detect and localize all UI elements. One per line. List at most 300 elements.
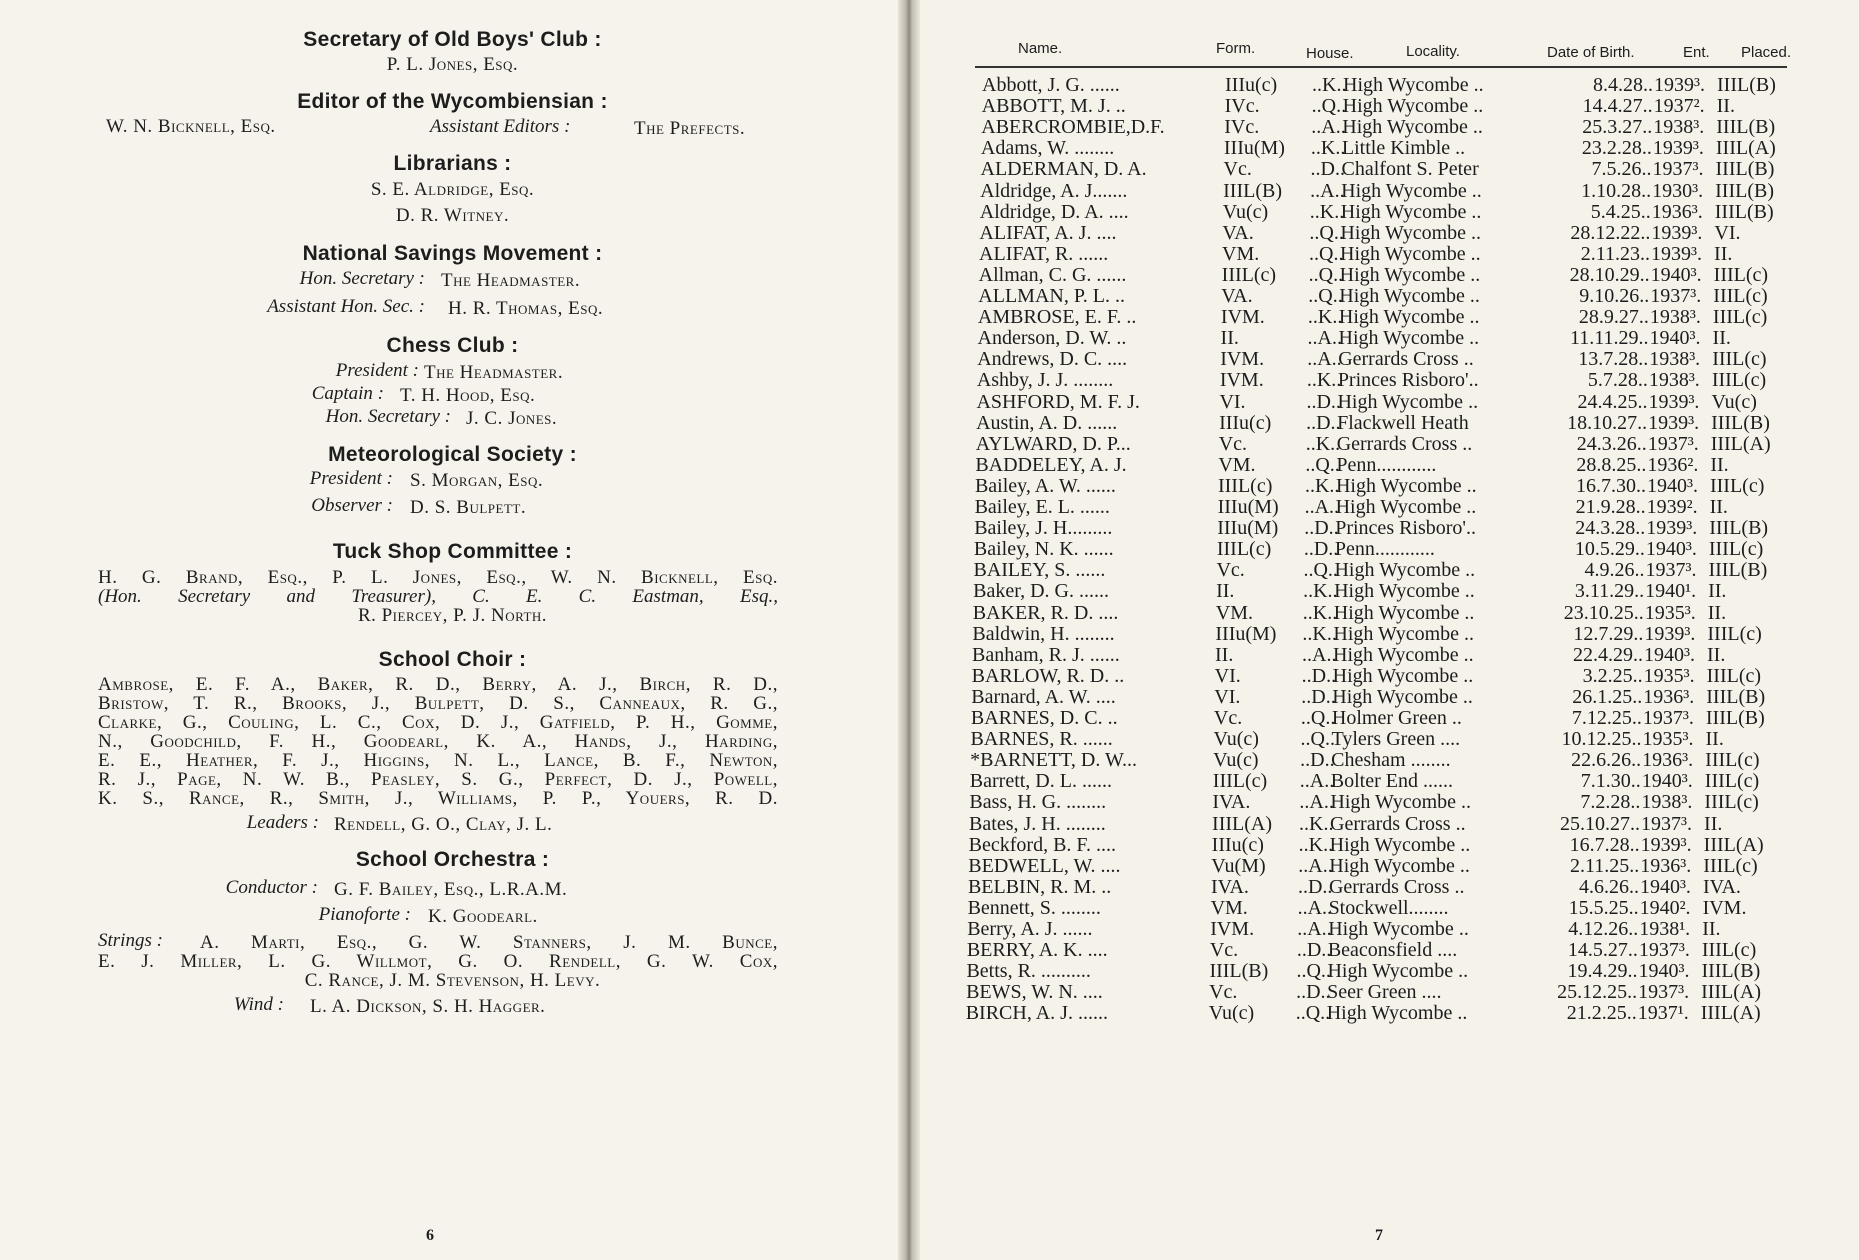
placed-cell: IIIL(B): [1709, 517, 1769, 540]
placed-cell: IIIL(B): [1706, 685, 1766, 708]
chess-president-value: The Headmaster.: [424, 362, 564, 383]
dob-cell: 18.10.27..: [1567, 411, 1648, 434]
locality-cell: High Wycombe ..: [1329, 833, 1471, 856]
house-cell: ..A..: [1307, 348, 1342, 371]
placed-cell: IIIL(B): [1715, 158, 1775, 181]
ent-cell: 1940³.: [1641, 770, 1693, 793]
house-cell: ..A..: [1297, 918, 1332, 940]
house-cell: ..D..: [1306, 411, 1341, 434]
house-cell: ..A..: [1311, 116, 1346, 139]
name-cell: AYLWARD, D. P...: [975, 432, 1131, 455]
dob-cell: 2.11.23..: [1580, 242, 1651, 265]
house-cell: ..Q..: [1295, 1002, 1331, 1025]
house-cell: ..A..: [1297, 896, 1333, 919]
ent-cell: 1939³.: [1646, 517, 1698, 540]
form-cell: Vc.: [1209, 981, 1238, 1004]
col-name: Name.: [1018, 40, 1063, 57]
choir-line-3: Clarke, G., Couling, L. C., Cox, D. J., Gatfield, P. H., Gomme,: [98, 712, 778, 733]
name-cell: BERRY, A. K. ....: [966, 939, 1108, 962]
placed-cell: IIIL(c): [1709, 474, 1765, 497]
placed-cell: IIIL(c): [1703, 854, 1758, 877]
form-cell: VA.: [1221, 285, 1253, 307]
ent-cell: 1936³.: [1651, 200, 1703, 223]
placed-cell: II.: [1702, 918, 1721, 940]
dob-cell: 28.9.27..: [1578, 306, 1649, 329]
placed-cell: IIIL(B): [1708, 559, 1768, 582]
house-cell: ..Q..: [1305, 453, 1340, 476]
locality-cell: High Wycombe ..: [1338, 306, 1480, 329]
placed-cell: IIIL(c): [1711, 369, 1767, 392]
house-cell: ..D..: [1297, 875, 1333, 898]
locality-cell: High Wycombe ..: [1339, 285, 1480, 307]
ent-cell: 1937³.: [1641, 812, 1693, 835]
form-cell: IIIL(c): [1221, 263, 1277, 286]
form-cell: II.: [1215, 643, 1234, 666]
locality-cell: High Wycombe ..: [1335, 474, 1477, 497]
dob-cell: 5.7.28..: [1587, 369, 1648, 392]
librarian-1: S. E. Aldridge, Esq.: [370, 179, 535, 200]
ns-assistant-value: H. R. Thomas, Esq.: [448, 298, 604, 319]
locality-cell: High Wycombe ..: [1340, 221, 1482, 244]
locality-cell: High Wycombe ..: [1340, 242, 1481, 265]
form-cell: Vc.: [1209, 939, 1239, 962]
form-cell: VM.: [1218, 453, 1256, 476]
ent-cell: 1936³.: [1642, 749, 1694, 772]
name-cell: Berry, A. J. ......: [967, 918, 1093, 940]
dob-cell: 23.10.25..: [1563, 601, 1644, 624]
form-cell: IIIu(c): [1225, 74, 1278, 96]
dob-cell: 7.12.25..: [1571, 707, 1642, 729]
form-cell: IIIu(c): [1219, 411, 1272, 434]
choir-line-6: R. J., Page, N. W. B., Peasley, S. G., Perfect, D. J., Powell,: [98, 769, 778, 790]
conductor-value: G. F. Bailey, Esq., L.R.A.M.: [334, 879, 568, 900]
met-president-value: S. Morgan, Esq.: [410, 470, 544, 491]
name-cell: Bailey, E. L. ......: [974, 496, 1110, 518]
form-cell: IVM.: [1219, 369, 1264, 392]
placed-cell: II.: [1705, 728, 1724, 751]
dob-cell: 2.11.25..: [1570, 854, 1640, 877]
ent-cell: 1938³.: [1649, 306, 1701, 329]
dob-cell: 5.4.25..: [1590, 200, 1651, 223]
form-cell: IIIL(B): [1223, 179, 1282, 202]
name-cell: Barnard, A. W. ....: [971, 685, 1116, 708]
dob-cell: 14.4.27..: [1582, 95, 1653, 118]
dob-cell: 13.7.28..: [1578, 348, 1649, 371]
name-cell: ABBOTT, M. J. ..: [981, 95, 1126, 118]
dob-cell: 12.7.29..: [1573, 622, 1644, 645]
form-cell: IVM.: [1220, 348, 1265, 371]
chess-president-label: President :: [335, 360, 419, 381]
ent-cell: 1939³.: [1648, 390, 1700, 413]
house-cell: ..K..: [1302, 601, 1338, 624]
locality-cell: High Wycombe ..: [1335, 496, 1477, 518]
name-cell: BARNES, D. C. ..: [970, 707, 1118, 729]
placed-cell: II.: [1707, 643, 1726, 666]
house-cell: ..K..: [1309, 200, 1345, 223]
house-cell: ..A..: [1304, 496, 1340, 518]
choir-line-1: Ambrose, E. F. A., Baker, R. D., Berry, A. J., Birch, R. D.,: [98, 674, 778, 695]
placed-cell: IIIL(B): [1714, 200, 1774, 223]
placed-cell: IIIL(A): [1703, 833, 1764, 856]
ent-cell: 1937³.: [1638, 939, 1690, 962]
dob-cell: 26.1.25..: [1572, 685, 1643, 708]
house-cell: ..K..: [1307, 306, 1343, 329]
name-cell: Beckford, B. F. ....: [968, 833, 1116, 856]
form-cell: IVc.: [1224, 95, 1260, 118]
strings-line-1: A. Marti, Esq., G. W. Stanners, J. M. Bunce,: [200, 932, 778, 953]
locality-cell: High Wycombe ..: [1333, 622, 1474, 645]
heading-old-boys: Secretary of Old Boys' Club :: [303, 28, 602, 51]
locality-cell: High Wycombe ..: [1343, 74, 1484, 96]
col-dob: Date of Birth.: [1547, 44, 1635, 61]
assistant-editors-value: The Prefects.: [634, 118, 746, 139]
ent-cell: 1936².: [1647, 453, 1699, 476]
ent-cell: 1940³.: [1649, 327, 1701, 350]
name-cell: BADDELEY, A. J.: [975, 453, 1127, 476]
ent-cell: 1939³.: [1652, 137, 1704, 160]
form-cell: IIIu(M): [1217, 517, 1279, 540]
house-cell: ..D..: [1310, 158, 1345, 181]
form-cell: IIIu(M): [1217, 496, 1279, 518]
locality-cell: Penn............: [1334, 538, 1435, 561]
house-cell: ..K..: [1310, 137, 1346, 160]
name-cell: Aldridge, D. A. ....: [979, 200, 1129, 223]
name-cell: Ashby, J. J. ........: [976, 369, 1114, 392]
form-cell: Vu(c): [1222, 200, 1269, 223]
dob-cell: 8.4.28..: [1593, 74, 1653, 96]
locality-cell: High Wycombe ..: [1342, 95, 1484, 118]
locality-cell: Gerrards Cross ..: [1338, 348, 1474, 371]
name-cell: Bates, J. H. ........: [969, 812, 1106, 835]
house-cell: ..K..: [1312, 74, 1347, 96]
placed-cell: II.: [1712, 327, 1731, 350]
met-observer-value: D. S. Bulpett.: [410, 497, 527, 518]
ent-cell: 1939³.: [1644, 622, 1696, 645]
house-cell: ..D..: [1303, 538, 1339, 561]
dob-cell: 4.6.26..: [1578, 875, 1639, 898]
placed-cell: VI.: [1714, 221, 1741, 244]
pianoforte-label: Pianoforte :: [318, 904, 411, 925]
form-cell: IVA.: [1210, 875, 1249, 898]
form-cell: VM.: [1215, 601, 1253, 624]
house-cell: ..Q..: [1309, 221, 1344, 244]
ent-cell: 1937³.: [1647, 432, 1699, 455]
name-cell: BELBIN, R. M. ..: [967, 875, 1112, 898]
ent-cell: 1940³.: [1639, 875, 1691, 898]
name-cell: BAILEY, S. ......: [973, 559, 1106, 582]
form-cell: II.: [1216, 580, 1235, 603]
house-cell: ..D..: [1301, 664, 1337, 687]
ent-cell: 1939³.: [1654, 74, 1705, 96]
placed-cell: IIIL(A): [1701, 981, 1762, 1004]
locality-cell: Penn............: [1336, 453, 1437, 476]
house-cell: ..D..: [1300, 749, 1335, 772]
form-cell: IIIL(B): [1209, 960, 1269, 983]
house-cell: ..A..: [1299, 770, 1335, 793]
ent-cell: 1938³.: [1641, 791, 1693, 814]
locality-cell: Princes Risboro'..: [1337, 369, 1479, 392]
ent-cell: 1939³.: [1651, 242, 1703, 265]
dob-cell: 7.1.30..: [1580, 770, 1641, 793]
house-cell: ..K..: [1305, 432, 1341, 455]
house-cell: ..K..: [1303, 580, 1338, 603]
placed-cell: IIIL(c): [1712, 306, 1768, 329]
assistant-editors-label: Assistant Editors :: [430, 116, 571, 137]
form-cell: IIIL(c): [1212, 770, 1268, 793]
locality-cell: High Wycombe ..: [1339, 263, 1481, 286]
ent-cell: 1937³.: [1652, 158, 1704, 181]
house-cell: ..D..: [1296, 939, 1332, 962]
conductor-label: Conductor :: [225, 877, 318, 898]
ent-cell: 1935³.: [1642, 728, 1694, 751]
dob-cell: 21.9.28..: [1575, 496, 1646, 518]
name-cell: ASHFORD, M. F. J.: [976, 390, 1140, 413]
form-cell: VI.: [1214, 664, 1241, 687]
house-cell: ..K..: [1298, 833, 1334, 856]
locality-cell: High Wycombe ..: [1330, 791, 1472, 814]
house-cell: ..A..: [1310, 179, 1345, 202]
dob-cell: 22.4.29..: [1573, 643, 1643, 666]
house-cell: ..Q..: [1309, 242, 1344, 265]
name-cell: BIRCH, A. J. ......: [965, 1002, 1108, 1025]
name-cell: BARLOW, R. D. ..: [971, 664, 1125, 687]
ent-cell: 1937².: [1653, 95, 1705, 118]
form-cell: IIIL(c): [1217, 474, 1273, 497]
placed-cell: IVA.: [1702, 875, 1741, 898]
house-cell: ..K..: [1306, 369, 1342, 392]
chess-secretary-label: Hon. Secretary :: [325, 406, 451, 427]
placed-cell: IIIL(B): [1705, 707, 1765, 729]
old-boys-secretary: P. L. Jones, Esq.: [386, 54, 519, 75]
house-cell: ..Q..: [1300, 707, 1336, 729]
form-cell: IIIL(c): [1216, 538, 1272, 561]
name-cell: Anderson, D. W. ..: [977, 327, 1127, 350]
dob-cell: 7.5.26..: [1591, 158, 1652, 181]
col-locality: Locality.: [1406, 43, 1460, 60]
placed-cell: II.: [1716, 95, 1735, 118]
dob-cell: 23.2.28..: [1581, 137, 1652, 160]
house-cell: ..D..: [1296, 981, 1331, 1004]
heading-school-choir: School Choir :: [378, 648, 527, 671]
wind-value: L. A. Dickson, S. H. Hagger.: [310, 996, 546, 1017]
form-cell: IIIL(A): [1212, 812, 1273, 835]
name-cell: Banham, R. J. ......: [972, 643, 1120, 666]
placed-cell: IIIL(B): [1717, 74, 1776, 96]
name-cell: BEDWELL, W. ....: [968, 854, 1121, 877]
locality-cell: High Wycombe ..: [1326, 1002, 1468, 1025]
name-cell: Bass, H. G. ........: [969, 791, 1107, 814]
dob-cell: 10.12.25..: [1561, 728, 1642, 751]
house-cell: ..Q..: [1300, 728, 1335, 751]
ns-hon-sec-value: The Headmaster.: [441, 270, 581, 291]
locality-cell: Seer Green ....: [1327, 981, 1442, 1004]
name-cell: BARNES, R. ......: [970, 728, 1113, 751]
locality-cell: High Wycombe ..: [1329, 854, 1470, 877]
page-number-right: 7: [1375, 1227, 1383, 1244]
heading-school-orchestra: School Orchestra :: [355, 848, 550, 871]
heading-tuck-shop: Tuck Shop Committee :: [332, 540, 573, 563]
ent-cell: 1940¹.: [1645, 580, 1697, 603]
ns-assistant-label: Assistant Hon. Sec. :: [267, 296, 425, 317]
name-cell: ABERCROMBIE,D.F.: [981, 116, 1165, 139]
dob-cell: 10.5.29..: [1574, 538, 1645, 561]
dob-cell: 4.12.26..: [1568, 918, 1639, 940]
locality-cell: High Wycombe ..: [1334, 559, 1476, 582]
dob-cell: 21.2.25..: [1566, 1002, 1637, 1025]
placed-cell: IIIL(c): [1704, 791, 1759, 814]
name-cell: *BARNETT, D. W...: [970, 749, 1138, 772]
dob-cell: 28.12.22..: [1570, 221, 1651, 244]
form-cell: Vu(M): [1211, 854, 1266, 877]
placed-cell: II.: [1704, 812, 1723, 835]
locality-cell: High Wycombe ..: [1332, 664, 1474, 687]
name-cell: Adams, W. ........: [980, 137, 1115, 160]
form-cell: Vc.: [1216, 559, 1245, 582]
dob-cell: 22.6.26..: [1571, 749, 1642, 772]
house-cell: ..Q..: [1303, 559, 1338, 582]
tuck-shop-line-1: H. G. Brand, Esq., P. L. Jones, Esq., W. N. Bicknell, Esq.: [98, 567, 778, 588]
ent-cell: 1940³.: [1646, 474, 1698, 497]
ent-cell: 1936³.: [1643, 685, 1695, 708]
placed-cell: IIIL(c): [1705, 749, 1760, 772]
ent-cell: 1940³.: [1638, 960, 1690, 983]
form-cell: Vu(c): [1208, 1002, 1255, 1025]
form-cell: Vc.: [1218, 432, 1248, 455]
ent-cell: 1937³.: [1638, 981, 1690, 1004]
locality-cell: High Wycombe ..: [1338, 327, 1480, 350]
placed-cell: IVM.: [1702, 896, 1747, 919]
name-cell: Betts, R. ..........: [966, 960, 1091, 983]
dob-cell: 24.4.25..: [1577, 390, 1648, 413]
choir-leaders-value: Rendell, G. O., Clay, J. L.: [334, 814, 553, 835]
locality-cell: High Wycombe ..: [1333, 601, 1475, 624]
strings-line-2: E. J. Miller, L. G. Willmot, G. O. Rendell, G. W. Cox,: [98, 951, 778, 972]
placed-cell: IIIL(B): [1711, 411, 1770, 434]
name-cell: ALDERMAN, D. A.: [980, 158, 1147, 181]
locality-cell: Flackwell Heath: [1337, 411, 1469, 434]
form-cell: VM.: [1222, 242, 1260, 265]
house-cell: ..Q..: [1296, 960, 1331, 983]
placed-cell: IIIL(B): [1701, 960, 1761, 983]
choir-line-5: E. E., Heather, F. J., Higgins, N. L., Lance, B. F., Newton,: [98, 750, 778, 771]
met-president-label: President :: [309, 468, 393, 489]
choir-line-7: K. S., Rance, R., Smith, J., Williams, P. P., Youers, R. D.: [98, 788, 778, 809]
name-cell: ALIFAT, R. ......: [979, 242, 1109, 265]
dob-cell: 25.3.27..: [1582, 116, 1653, 139]
chess-captain-value: T. H. Hood, Esq.: [400, 385, 536, 406]
name-cell: Aldridge, A. J.......: [980, 179, 1128, 202]
placed-cell: II.: [1709, 496, 1728, 518]
locality-cell: Gerrards Cross ..: [1328, 875, 1465, 898]
name-cell: BAKER, R. D. ....: [972, 601, 1119, 624]
placed-cell: IIIL(c): [1708, 538, 1764, 561]
form-cell: IIIu(M): [1215, 622, 1277, 645]
locality-cell: High Wycombe ..: [1342, 116, 1483, 139]
locality-cell: Stockwell........: [1328, 896, 1449, 919]
dob-cell: 3.11.29..: [1574, 580, 1645, 603]
placed-cell: IIIL(A): [1700, 1002, 1761, 1025]
ent-cell: 1935³.: [1644, 601, 1696, 624]
form-cell: VI.: [1219, 390, 1246, 413]
editor-name: W. N. Bicknell, Esq.: [106, 116, 276, 137]
ent-cell: 1939².: [1646, 496, 1698, 518]
placed-cell: IIIL(c): [1701, 939, 1757, 962]
ent-cell: 1937¹.: [1637, 1002, 1689, 1025]
house-cell: ..K..: [1299, 812, 1334, 835]
wind-label: Wind :: [233, 994, 284, 1015]
choir-line-2: Bristow, T. R., Brooks, J., Bulpett, D. S., Canneaux, R. G.,: [98, 693, 778, 714]
house-cell: ..D..: [1301, 685, 1336, 708]
locality-cell: Chalfont S. Peter: [1341, 158, 1479, 181]
dob-cell: 24.3.28..: [1575, 517, 1646, 540]
heading-meteorological: Meteorological Society :: [328, 443, 577, 466]
house-cell: ..A..: [1298, 854, 1333, 877]
locality-cell: Beaconsfield ....: [1327, 939, 1458, 962]
name-cell: Bennett, S. ........: [967, 896, 1101, 919]
name-cell: Bailey, N. K. ......: [973, 538, 1114, 561]
heading-chess-club: Chess Club :: [386, 334, 519, 357]
name-cell: Bailey, J. H.........: [974, 517, 1113, 540]
placed-cell: IIIL(c): [1712, 348, 1767, 371]
col-placed: Placed.: [1741, 44, 1792, 61]
dob-cell: 11.11.29..: [1570, 327, 1649, 350]
pianoforte-value: K. Goodearl.: [428, 906, 538, 927]
placed-cell: IIIL(c): [1704, 770, 1760, 793]
chess-secretary-value: J. C. Jones.: [466, 408, 558, 429]
placed-cell: II.: [1710, 453, 1729, 476]
choir-leaders-label: Leaders :: [246, 812, 319, 833]
dob-cell: 7.2.28..: [1580, 791, 1641, 814]
dob-cell: 4.9.26..: [1584, 559, 1645, 582]
ent-cell: 1937³.: [1650, 285, 1702, 307]
strings-line-3: C. Rance, J. M. Stevenson, H. Levy.: [304, 970, 601, 991]
locality-cell: High Wycombe ..: [1337, 390, 1479, 413]
locality-cell: Gerrards Cross ..: [1336, 432, 1473, 455]
locality-cell: Bolter End ......: [1330, 770, 1453, 793]
ent-cell: 1939³.: [1640, 833, 1692, 856]
locality-cell: High Wycombe ..: [1341, 179, 1482, 202]
dob-cell: 24.3.26..: [1576, 432, 1647, 455]
dob-cell: 16.7.28..: [1569, 833, 1640, 856]
form-cell: IIIu(M): [1223, 137, 1285, 160]
name-cell: ALIFAT, A. J. ....: [979, 221, 1117, 244]
locality-cell: High Wycombe ..: [1332, 685, 1473, 708]
form-cell: VA.: [1222, 221, 1254, 244]
locality-cell: High Wycombe ..: [1340, 200, 1482, 223]
locality-cell: High Wycombe ..: [1333, 643, 1474, 666]
header-rule: [975, 66, 1787, 68]
name-cell: Allman, C. G. ......: [978, 263, 1127, 286]
ent-cell: 1938¹.: [1639, 918, 1691, 940]
tuck-shop-line-2: (Hon. Secretary and Treasurer), C. E. C. Eastman, Esq.,: [98, 586, 778, 607]
page-number-left: 6: [426, 1227, 434, 1244]
name-cell: ALLMAN, P. L. ..: [978, 285, 1125, 307]
placed-cell: II.: [1708, 580, 1727, 603]
house-cell: ..D..: [1304, 517, 1339, 540]
placed-cell: IIIL(A): [1715, 137, 1776, 160]
dob-cell: 15.5.25..: [1568, 896, 1639, 919]
placed-cell: Vu(c): [1711, 390, 1757, 413]
name-cell: Bailey, A. W. ......: [974, 474, 1116, 497]
dob-cell: 3.2.25..: [1582, 664, 1643, 687]
locality-cell: Little Kimble ..: [1341, 137, 1466, 160]
house-cell: ..K..: [1304, 474, 1340, 497]
dob-cell: 14.5.27..: [1567, 939, 1638, 962]
form-cell: II.: [1220, 327, 1239, 350]
name-cell: Baker, D. G. ......: [973, 580, 1109, 603]
name-cell: Barrett, D. L. ......: [969, 770, 1112, 793]
house-cell: ..K..: [1302, 622, 1337, 645]
